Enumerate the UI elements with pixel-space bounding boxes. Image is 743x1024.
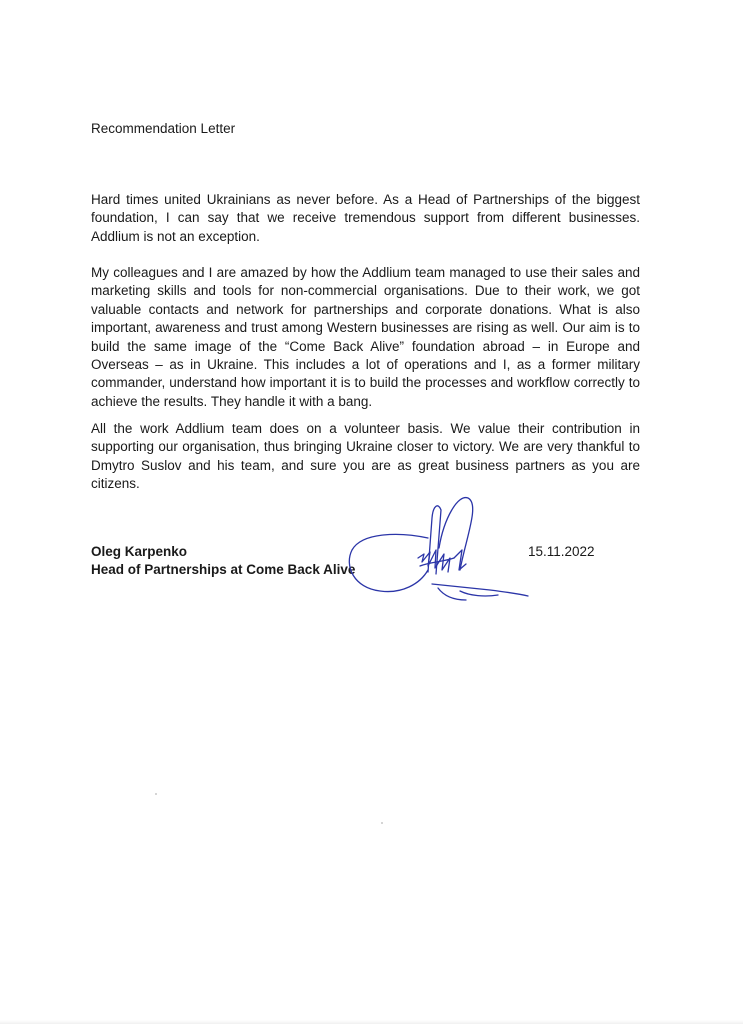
handwritten-signature	[340, 488, 540, 613]
scan-speck	[155, 793, 157, 795]
scan-edge-shadow	[0, 1020, 743, 1024]
paragraph-main: My colleagues and I are amazed by how the Addlium team managed to use their sales and marketing skills and tools for non-commercial organisations. Due to their work, we got valuable contacts and network for partnerships and corporate donations. What is also important, awareness and trust among Western businesses are rising as well. Our aim is to build the same image of the “Come Back Alive” foundation abroad – in Europe and Overseas – as in Ukraine. This includes a lot of operations and I, as a former military commander, understand how important it is to build the processes and workflow correctly to achieve the results. They handle it with a bang.	[91, 265, 640, 409]
paragraph-closing: All the work Addlium team does on a volunteer basis. We value their contribution in supporting our organisation, thus bringing Ukraine closer to victory. We are very thankful to Dmytro Suslov and his team, and sure you are as great business partners as you are citizens.	[91, 421, 640, 492]
paragraph-intro: Hard times united Ukrainians as never before. As a Head of Partnerships of the biggest foundation, I can say that we receive tremendous support from different businesses. Addlium is not an exception.	[91, 192, 640, 244]
signer-role: Head of Partnerships at Come Back Alive	[91, 562, 356, 577]
letter-title: Recommendation Letter	[91, 121, 236, 136]
scan-speck	[381, 822, 383, 824]
signer-name: Oleg Karpenko	[91, 544, 188, 559]
letter-date: 15.11.2022	[528, 544, 595, 559]
